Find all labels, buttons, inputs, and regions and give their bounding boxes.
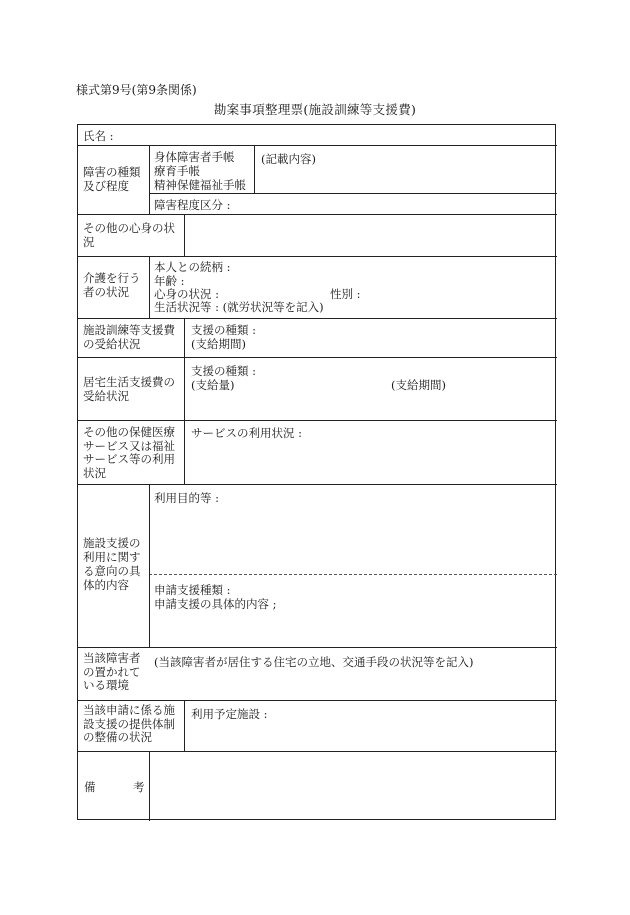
home-benefit-period: (支給期間) — [391, 378, 446, 392]
content-note: (記載内容) — [261, 152, 316, 166]
remarks-label-right: 考 — [133, 780, 145, 794]
intent-apply-type: 申請支援種類 : — [154, 583, 231, 597]
col-divider — [149, 145, 150, 214]
provision-planned: 利用予定施設 : — [191, 707, 268, 721]
page-title: 勘案事項整理票(施設訓練等支援費) — [213, 102, 417, 117]
col-divider — [184, 214, 185, 256]
facility-benefit-label: 施設訓練等支援費の受給状況 — [83, 323, 175, 351]
degree-label: 障害程度区分 : — [154, 198, 231, 212]
intent-apply-detail: 申請支援の具体的内容 ; — [154, 597, 277, 611]
provision-label: 当該申請に係る施設支援の提供体制の整備の状況 — [83, 703, 175, 744]
form-table — [77, 124, 556, 820]
col-divider — [184, 318, 185, 484]
caregiver-age: 年齢 : — [154, 274, 185, 288]
row-divider — [78, 318, 557, 319]
caregiver-condition: 心身の状況 : — [154, 287, 220, 301]
row-divider — [78, 214, 557, 215]
name-label: 氏名 : — [83, 129, 114, 143]
caregiver-gender: 性別 : — [330, 287, 361, 301]
intent-label: 施設支援の利用に関する意向の具体的内容 — [83, 536, 141, 592]
caregiver-living: 生活状況等 : (就労状況等を記入) — [154, 300, 324, 314]
col-divider — [149, 256, 150, 318]
form-number: 様式第9号(第9条関係) — [76, 83, 197, 97]
row-divider — [78, 420, 557, 421]
home-benefit-amount: (支給量) — [191, 378, 235, 392]
row-divider — [78, 647, 557, 648]
dashed-divider — [149, 574, 557, 575]
row-divider — [149, 193, 557, 194]
intent-purpose: 利用目的等 : — [154, 491, 220, 505]
col-divider — [149, 751, 150, 821]
col-divider — [149, 484, 150, 647]
disability-label: 障害の種類及び程度 — [83, 165, 141, 193]
remarks-label-left: 備 — [84, 780, 96, 794]
row-divider — [78, 700, 557, 701]
certificate-mental: 精神保健福祉手帳 — [154, 178, 246, 192]
other-condition-label: その他の心身の状況 — [83, 221, 175, 249]
row-divider — [78, 357, 557, 358]
environment-label: 当該障害者の置かれている環境 — [83, 651, 141, 692]
home-benefit-type: 支援の種類 : — [191, 364, 257, 378]
certificate-physical: 身体障害者手帳 — [154, 150, 235, 164]
col-divider — [254, 145, 255, 193]
col-divider — [184, 700, 185, 751]
caregiver-label: 介護を行う者の状況 — [83, 271, 141, 299]
environment-note: (当該障害者が居住する住宅の立地、交通手段の状況等を記入) — [154, 655, 474, 669]
certificate-ryoiku: 療育手帳 — [154, 164, 200, 178]
home-benefit-label: 居宅生活支援費の受給状況 — [83, 375, 175, 403]
other-services-usage: サービスの利用状況 : — [191, 426, 303, 440]
facility-benefit-period: (支給期間) — [191, 337, 246, 351]
caregiver-relation: 本人との続柄 : — [154, 260, 231, 274]
facility-benefit-type: 支援の種類 : — [191, 323, 257, 337]
other-services-label: その他の保健医療サービス又は福祉サービス等の利用状況 — [83, 425, 175, 480]
